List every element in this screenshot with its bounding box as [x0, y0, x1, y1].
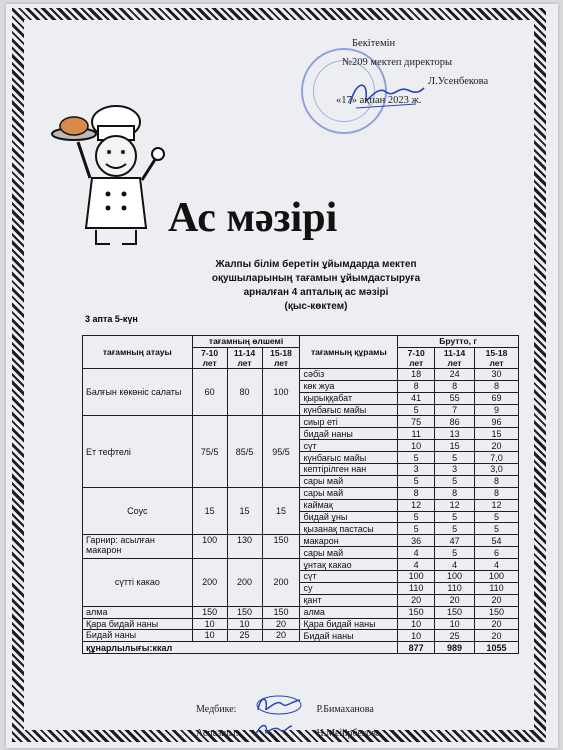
header-gross: Брутто, г [398, 336, 519, 348]
gross-value: 18 [398, 368, 435, 380]
gross-value: 8 [435, 380, 475, 392]
ingredient-name: бидай ұны [300, 511, 398, 523]
gross-value: 4 [398, 559, 435, 571]
cook-name: Н.Мейірбекова [316, 728, 381, 739]
dish-name: Гарнир: асылған макарон [83, 535, 193, 559]
gross-value: 5 [398, 452, 435, 464]
gross-value: 10 [435, 618, 475, 630]
subtitle-line-4: (қыс-көктем) [284, 301, 348, 312]
calories-value-11-14: 989 [435, 642, 475, 654]
portion-value: 130 [227, 535, 262, 559]
gross-value: 13 [435, 428, 475, 440]
gross-value: 110 [398, 582, 435, 594]
ingredient-name: қант [300, 594, 398, 606]
week-day-label: 3 апта 5-күн [85, 314, 138, 324]
gross-value: 9 [475, 404, 519, 416]
ingredient-name: сары май [300, 547, 398, 559]
menu-sheet [6, 4, 558, 748]
ingredient-name: сүт [300, 571, 398, 583]
ingredient-name: бидай наны [300, 428, 398, 440]
calories-value-7-10: 877 [398, 642, 435, 654]
ingredient-name: сүт [300, 440, 398, 452]
dish-name: Бидай наны [83, 630, 193, 642]
table-row [83, 618, 519, 630]
gross-value: 5 [435, 452, 475, 464]
gross-value: 55 [435, 392, 475, 404]
gross-value: 15 [475, 428, 519, 440]
dish-name: Соус [83, 487, 193, 535]
gross-value: 5 [435, 523, 475, 535]
portion-value: 15 [192, 487, 227, 535]
gross-value: 20 [475, 594, 519, 606]
ingredient-name: күнбағыс майы [300, 404, 398, 416]
portion-value: 60 [192, 368, 227, 416]
calories-row [83, 642, 519, 654]
dish-name: сүтті какао [83, 559, 193, 607]
header-gross-age-15-18: 15-18 лет [475, 347, 519, 368]
portion-value: 20 [262, 618, 300, 630]
gross-value: 12 [435, 499, 475, 511]
gross-value: 3 [398, 464, 435, 476]
approval-line-3: Л.Усенбекова [428, 76, 489, 87]
header-age-7-10: 7-10 лет [192, 347, 227, 368]
gross-value: 10 [398, 618, 435, 630]
gross-value: 5 [475, 523, 519, 535]
gross-value: 5 [398, 404, 435, 416]
header-portion: тағамның өлшемі [192, 336, 300, 348]
gross-value: 20 [398, 594, 435, 606]
ingredient-name: каймақ [300, 499, 398, 511]
gross-value: 5 [435, 475, 475, 487]
ingredient-name: сары май [300, 487, 398, 499]
gross-value: 5 [398, 523, 435, 535]
calories-value-15-18: 1055 [475, 642, 519, 654]
portion-value: 25 [227, 630, 262, 642]
gross-value: 5 [398, 511, 435, 523]
gross-value: 8 [475, 475, 519, 487]
gross-value: 20 [475, 630, 519, 642]
header-composition: тағамның құрамы [300, 336, 398, 369]
portion-value: 10 [192, 618, 227, 630]
ingredient-name: көк жуа [300, 380, 398, 392]
portion-value: 200 [192, 559, 227, 607]
gross-value: 8 [435, 487, 475, 499]
gross-value: 5 [398, 475, 435, 487]
nurse-label: Медбике: [196, 704, 237, 715]
portion-value: 100 [192, 535, 227, 559]
portion-value: 15 [227, 487, 262, 535]
chef-illustration-icon [46, 98, 171, 248]
ingredient-name: сәбіз [300, 368, 398, 380]
gross-value: 10 [398, 440, 435, 452]
gross-value: 110 [475, 582, 519, 594]
gross-value: 8 [398, 380, 435, 392]
portion-value: 100 [262, 368, 300, 416]
subtitle-line-3: арналған 4 апталық ас мәзірі [243, 287, 389, 298]
calories-label: құнарлылығы:ккал [83, 642, 398, 654]
portion-value: 200 [262, 559, 300, 607]
page-title: Ас мәзірі [168, 195, 338, 241]
ingredient-name: Бидай наны [300, 630, 398, 642]
portion-value: 80 [227, 368, 262, 416]
gross-value: 4 [435, 559, 475, 571]
subtitle-block [176, 258, 456, 314]
ingredient-name: алма [300, 606, 398, 618]
dish-name: Қара бидай наны [83, 618, 193, 630]
portion-value: 150 [227, 606, 262, 618]
dish-name: Балғын көкөніс салаты [83, 368, 193, 416]
table-row [83, 368, 519, 380]
gross-value: 150 [435, 606, 475, 618]
gross-value: 3,0 [475, 464, 519, 476]
gross-value: 4 [475, 559, 519, 571]
gross-value: 24 [435, 368, 475, 380]
gross-value: 7,0 [475, 452, 519, 464]
ingredient-name: кептірілген нан [300, 464, 398, 476]
menu-table-body [83, 368, 519, 641]
portion-value: 150 [192, 606, 227, 618]
gross-value: 54 [475, 535, 519, 547]
gross-value: 7 [435, 404, 475, 416]
approval-line-2: №209 мектеп директоры [342, 57, 452, 68]
gross-value: 8 [475, 380, 519, 392]
gross-value: 15 [435, 440, 475, 452]
gross-value: 5 [435, 547, 475, 559]
gross-value: 5 [475, 511, 519, 523]
menu-table [82, 335, 519, 654]
ingredient-name: Қара бидай наны [300, 618, 398, 630]
gross-value: 11 [398, 428, 435, 440]
approval-line-1: Бекітемін [352, 38, 396, 49]
portion-value: 10 [192, 630, 227, 642]
cook-label: Аспазшы: [196, 728, 239, 739]
gross-value: 20 [475, 440, 519, 452]
table-row [83, 416, 519, 428]
ingredient-name: қызанақ пастасы [300, 523, 398, 535]
gross-value: 20 [475, 618, 519, 630]
table-row [83, 559, 519, 571]
table-row [83, 606, 519, 618]
subtitle-line-2: оқушыларының тағамын ұйымдастыруға [211, 273, 421, 284]
dish-name: алма [83, 606, 193, 618]
gross-value: 86 [435, 416, 475, 428]
gross-value: 150 [398, 606, 435, 618]
gross-value: 75 [398, 416, 435, 428]
gross-value: 100 [435, 571, 475, 583]
portion-value: 15 [262, 487, 300, 535]
header-age-11-14: 11-14 лет [227, 347, 262, 368]
portion-value: 20 [262, 630, 300, 642]
header-dish: тағамның атауы [83, 336, 193, 369]
cook-signature [254, 720, 294, 738]
ingredient-name: сиыр еті [300, 416, 398, 428]
gross-value: 36 [398, 535, 435, 547]
gross-value: 12 [475, 499, 519, 511]
nurse-signature [254, 692, 304, 716]
gross-value: 4 [398, 547, 435, 559]
nurse-name: Р.Бимаханова [316, 704, 374, 715]
portion-value: 75/5 [192, 416, 227, 487]
gross-value: 5 [435, 511, 475, 523]
ingredient-name: қырыққабат [300, 392, 398, 404]
gross-value: 6 [475, 547, 519, 559]
gross-value: 30 [475, 368, 519, 380]
header-gross-age-11-14: 11-14 лет [435, 347, 475, 368]
ingredient-name: сары май [300, 475, 398, 487]
portion-value: 85/5 [227, 416, 262, 487]
gross-value: 69 [475, 392, 519, 404]
table-row [83, 535, 519, 547]
ingredient-name: су [300, 582, 398, 594]
header-gross-age-7-10: 7-10 лет [398, 347, 435, 368]
gross-value: 3 [435, 464, 475, 476]
portion-value: 150 [262, 606, 300, 618]
subtitle-line-1: Жалпы білім беретін ұйымдарда мектеп [215, 259, 417, 270]
approval-line-4: «17» ақпан 2023 ж. [336, 95, 422, 106]
portion-value: 200 [227, 559, 262, 607]
gross-value: 47 [435, 535, 475, 547]
table-row [83, 487, 519, 499]
approval-block [324, 34, 524, 110]
table-row [83, 630, 519, 642]
gross-value: 8 [398, 487, 435, 499]
header-age-15-18: 15-18 лет [262, 347, 300, 368]
dish-name: Ет тефтелі [83, 416, 193, 487]
gross-value: 100 [398, 571, 435, 583]
gross-value: 12 [398, 499, 435, 511]
gross-value: 96 [475, 416, 519, 428]
portion-value: 95/5 [262, 416, 300, 487]
gross-value: 25 [435, 630, 475, 642]
portion-value: 10 [227, 618, 262, 630]
gross-value: 8 [475, 487, 519, 499]
gross-value: 20 [435, 594, 475, 606]
portion-value: 150 [262, 535, 300, 559]
ingredient-name: макарон [300, 535, 398, 547]
gross-value: 110 [435, 582, 475, 594]
gross-value: 10 [398, 630, 435, 642]
ingredient-name: күнбағыс майы [300, 452, 398, 464]
gross-value: 41 [398, 392, 435, 404]
ingredient-name: ұнтақ какао [300, 559, 398, 571]
gross-value: 150 [475, 606, 519, 618]
gross-value: 100 [475, 571, 519, 583]
